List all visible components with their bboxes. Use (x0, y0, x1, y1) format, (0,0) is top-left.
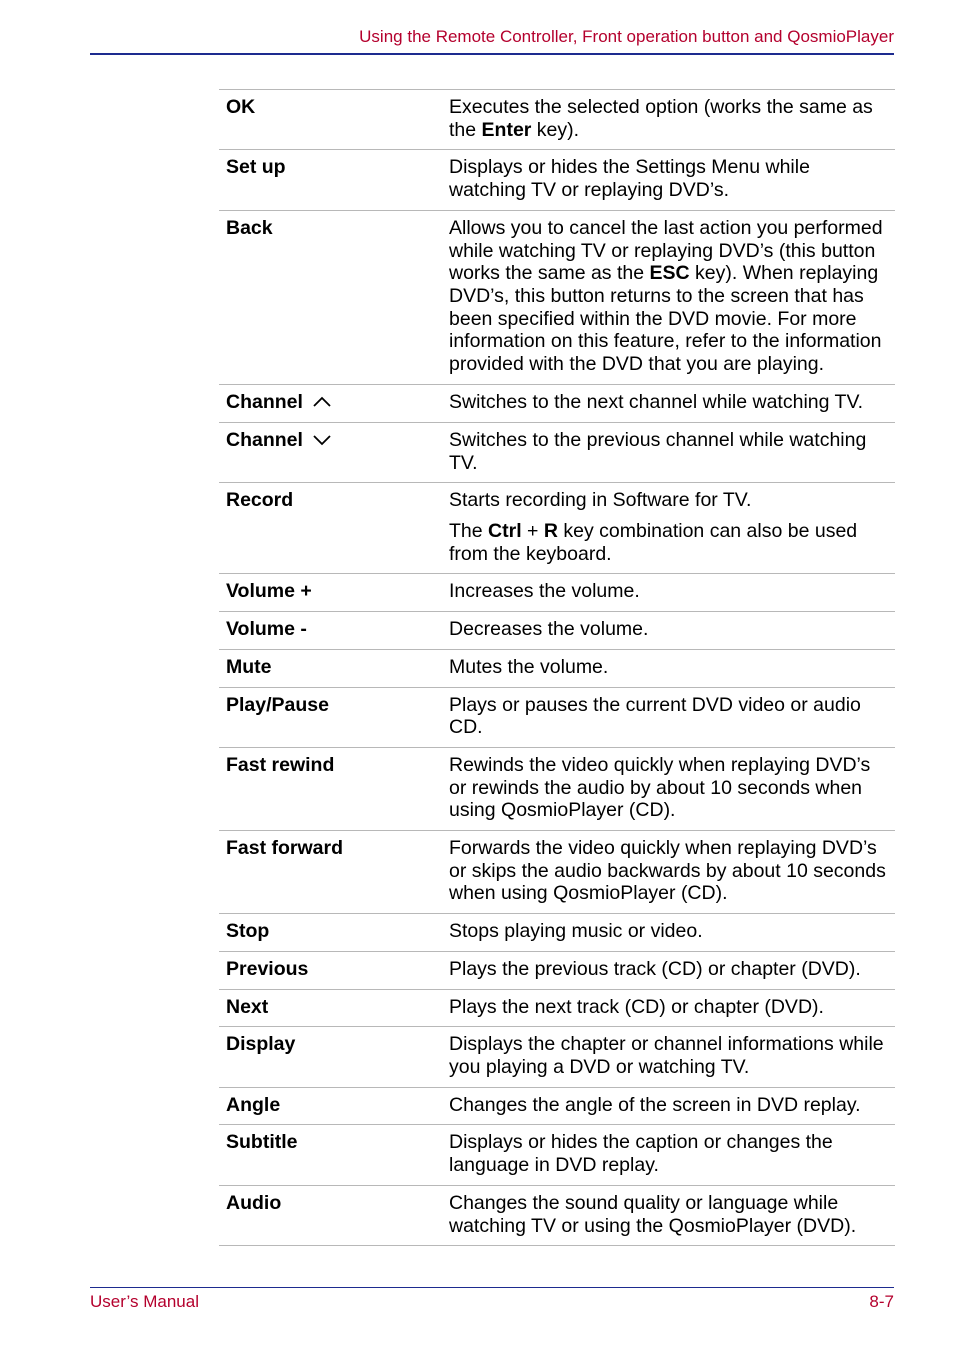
key-description: Plays or pauses the current DVD video or audio CD. (442, 687, 895, 747)
key-description: Executes the selected option (works the same as the Enter key). (442, 90, 895, 150)
key-label: Mute (219, 649, 442, 687)
key-description: Stops playing music or video. (442, 914, 895, 952)
key-description: Decreases the volume. (442, 612, 895, 650)
key-label: Audio (219, 1185, 442, 1245)
table-row (219, 1185, 895, 1245)
table-row (219, 90, 895, 150)
remote-buttons-table (219, 89, 895, 1246)
key-label-channel-down: Channel (219, 422, 442, 482)
key-label: Subtitle (219, 1125, 442, 1185)
table-row (219, 150, 895, 210)
table-row (219, 747, 895, 830)
table-row (219, 1087, 895, 1125)
chevron-up-icon (313, 391, 331, 414)
key-label: Play/Pause (219, 687, 442, 747)
header-divider (90, 53, 894, 55)
table-row (219, 1125, 895, 1185)
key-description: Displays or hides the Settings Menu while watching TV or replaying DVD’s. (442, 150, 895, 210)
table-row (219, 989, 895, 1027)
key-label: Fast forward (219, 831, 442, 914)
key-description: Displays or hides the caption or changes the language in DVD replay. (442, 1125, 895, 1185)
key-label: Previous (219, 951, 442, 989)
key-description: Plays the next track (CD) or chapter (DVD). (442, 989, 895, 1027)
chevron-down-icon (313, 429, 331, 452)
key-label: Record (219, 483, 442, 574)
key-description: Changes the sound quality or language while watching TV or using the QosmioPlayer (DVD). (442, 1185, 895, 1245)
key-description: Switches to the previous channel while watching TV. (442, 422, 895, 482)
table-row (219, 384, 895, 422)
key-description: Switches to the next channel while watching TV. (442, 384, 895, 422)
key-description: Forwards the video quickly when replaying DVD’s or skips the audio backwards by about 10 seconds when using QosmioPlayer (CD). (442, 831, 895, 914)
key-label: Volume + (219, 574, 442, 612)
table-row (219, 831, 895, 914)
key-description: Plays the previous track (CD) or chapter (DVD). (442, 951, 895, 989)
table-row (219, 649, 895, 687)
key-description: Mutes the volume. (442, 649, 895, 687)
table-row (219, 574, 895, 612)
footer-divider (90, 1287, 894, 1288)
table-row (219, 1027, 895, 1087)
key-label: Display (219, 1027, 442, 1087)
key-description: Starts recording in Software for TV. The Ctrl + R key combination can also be used from the keyboard. (442, 483, 895, 574)
key-description: Allows you to cancel the last action you performed while watching TV or replaying DVD’s (this button works the same as the ESC key). When replaying DVD’s, this button returns to the screen that has been specified within the DVD movie. For more information on this feature, refer to the information provided with the DVD that you are playing. (442, 210, 895, 384)
page-header-title: Using the Remote Controller, Front operation button and QosmioPlayer (359, 27, 894, 46)
key-label: Stop (219, 914, 442, 952)
table-row (219, 612, 895, 650)
key-label-channel-up: Channel (219, 384, 442, 422)
table-row (219, 951, 895, 989)
page-number: 8-7 (869, 1292, 894, 1311)
key-label: OK (219, 90, 442, 150)
key-label: Fast rewind (219, 747, 442, 830)
key-description: Increases the volume. (442, 574, 895, 612)
footer-manual-title: User’s Manual (90, 1292, 199, 1311)
table-row (219, 210, 895, 384)
table-row (219, 483, 895, 574)
table-row (219, 422, 895, 482)
key-label: Angle (219, 1087, 442, 1125)
key-label: Set up (219, 150, 442, 210)
key-label: Next (219, 989, 442, 1027)
key-description: Changes the angle of the screen in DVD replay. (442, 1087, 895, 1125)
key-label: Volume - (219, 612, 442, 650)
table-row (219, 687, 895, 747)
key-label: Back (219, 210, 442, 384)
key-description: Rewinds the video quickly when replaying DVD’s or rewinds the audio by about 10 seconds when using QosmioPlayer (CD). (442, 747, 895, 830)
table-row (219, 914, 895, 952)
key-description: Displays the chapter or channel informations while you playing a DVD or watching TV. (442, 1027, 895, 1087)
